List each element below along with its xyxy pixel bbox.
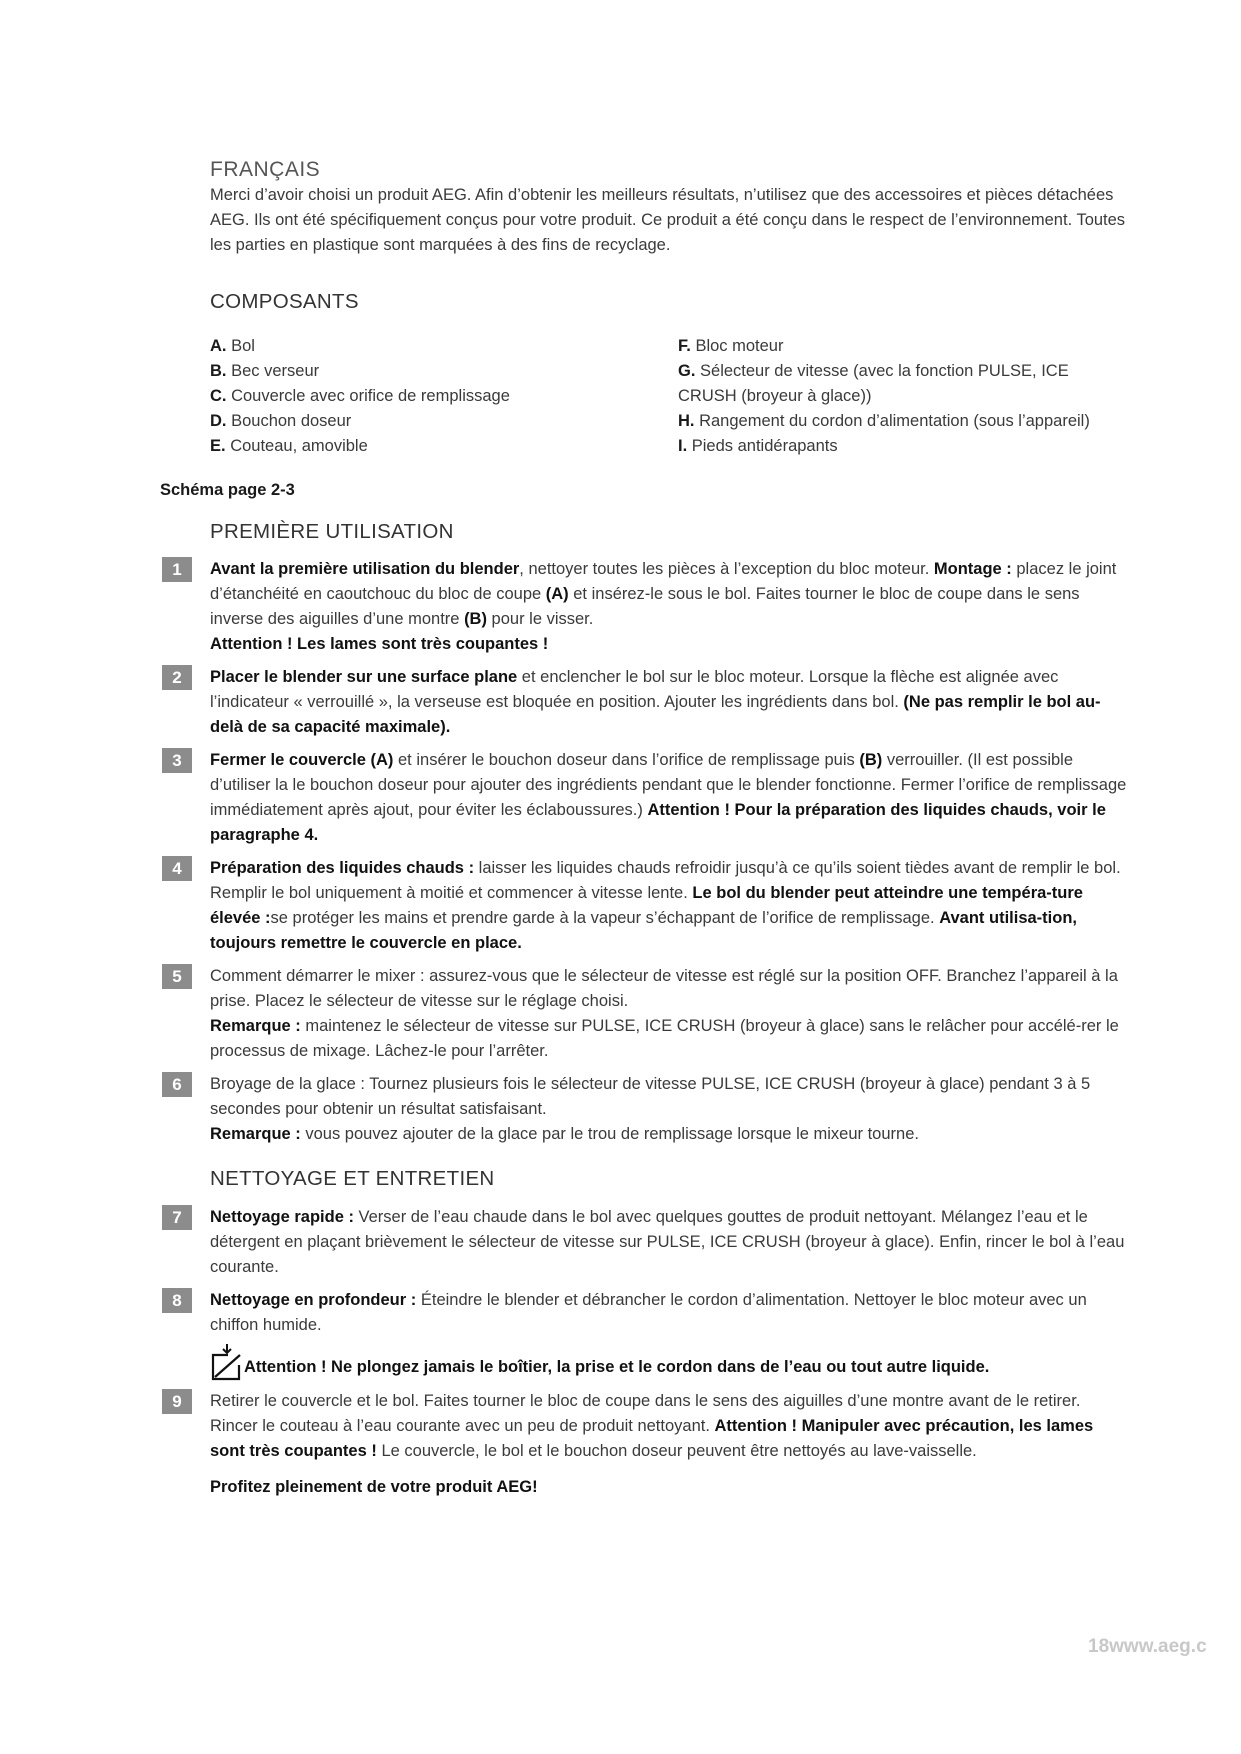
step-run: vous pouvez ajouter de la glace par le trou de remplissage lorsque le mixeur tourne. [300, 1125, 919, 1143]
component-item: E. Couteau, amovible [210, 437, 368, 455]
step-run: et insérer le bouchon doseur dans l’orifice de remplissage puis [393, 751, 860, 769]
step-number-badge: 8 [162, 1288, 192, 1313]
step-run: laisser les liquides chauds refroidir jusqu’à ce qu’ils soient tièdes avant de remplir le bol. Remplir le bol uniquement à moitié et commencer à vitesse lente. [210, 859, 1121, 902]
step-run: , nettoyer toutes les pièces à l’exception du bloc moteur. [519, 560, 934, 578]
step-number-badge: 7 [162, 1205, 192, 1230]
component-item: F. Bloc moteur [678, 337, 784, 355]
step-emphasis: Remarque : [210, 1125, 301, 1143]
step-text [210, 557, 1130, 657]
step-emphasis: Nettoyage en profondeur : [210, 1291, 417, 1309]
components-list-left [210, 334, 510, 459]
step-number-badge: 1 [162, 557, 192, 582]
no-immersion-icon [210, 1343, 244, 1381]
step-emphasis: Montage : [933, 560, 1012, 578]
step-emphasis: (B) [464, 610, 487, 628]
closing-line: Profitez pleinement de votre produit AEG! [210, 1478, 538, 1496]
step-emphasis: Préparation des liquides chauds : [210, 859, 475, 877]
step-number-badge: 6 [162, 1072, 192, 1097]
warning-text: Attention ! Ne plongez jamais le boîtier, la prise et le cordon dans de l’eau ou tout autre liquide. [244, 1358, 990, 1376]
step-emphasis: (Ne pas remplir le bol au-delà de sa capacité maximale). [210, 693, 1101, 736]
step-emphasis: Avant la première utilisation du blender [210, 560, 520, 578]
step-emphasis: Le bol du blender peut atteindre une tempéra-ture élevée : [210, 884, 1083, 927]
step-emphasis: Attention ! Manipuler avec précaution, les lames sont très coupantes ! [210, 1417, 1094, 1460]
intro-paragraph: Merci d’avoir choisi un produit AEG. Afin d’obtenir les meilleurs résultats, n’utilisez que des accessoires et pièces détachées AEG. Ils ont été spécifiquement conçus pour votre produit. Ce produit a été conçu dans le respect de l’environnement. Toutes les parties en plastique sont marquées à des fins de recyclage. [210, 186, 1126, 254]
step-number-badge: 4 [162, 856, 192, 881]
step-number-badge: 2 [162, 665, 192, 690]
step-run: placez le joint d’étanchéité en caoutchouc du bloc de coupe [210, 560, 1117, 603]
language-heading: FRANÇAIS [210, 158, 321, 181]
immersion-warning [210, 1343, 1130, 1381]
components-heading: COMPOSANTS [210, 290, 359, 313]
step-text [210, 964, 1130, 1064]
component-item: G. Sélecteur de vitesse (avec la fonction PULSE, ICE [678, 362, 1069, 380]
step-run: Broyage de la glace : Tournez plusieurs fois le sélecteur de vitesse PULSE, ICE CRUSH (broyeur à glace) pendant 3 à 5 secondes pour obtenir un résultat satisfaisant. [210, 1075, 1091, 1118]
step-run: Le couvercle, le bol et le bouchon doseur peuvent être nettoyés au lave-vaisselle. [376, 1442, 977, 1460]
step-run: et insérez-le sous le bol. Faites tourner le bloc de coupe dans le sens inverse des aiguilles d’une montre [210, 585, 1080, 628]
components-list-right [678, 334, 1138, 459]
cleaning-heading: NETTOYAGE ET ENTRETIEN [210, 1167, 495, 1190]
step-run: Retirer le couvercle et le bol. Faites tourner le bloc de coupe dans le sens des aiguilles d’une montre avant de le retirer. Rincer le couteau à l’eau courante avec un peu de produit nettoyant. [210, 1392, 1081, 1435]
step-number-badge: 3 [162, 748, 192, 773]
first-use-heading: PREMIÈRE UTILISATION [210, 520, 454, 543]
component-item: C. Couvercle avec orifice de remplissage [210, 387, 510, 405]
page-footer: 18www.aeg.c [1088, 1636, 1207, 1657]
step-run: se protéger les mains et prendre garde à la vapeur s’échappant de l’orifice de remplissage. [270, 909, 940, 927]
step-emphasis: Placer le blender sur une surface plane [210, 668, 518, 686]
step-text [210, 856, 1130, 956]
step-emphasis: Fermer le couvercle (A) [210, 751, 394, 769]
step-text [210, 748, 1130, 848]
step-text [210, 1288, 1130, 1338]
step-emphasis: Attention ! Les lames sont très coupantes ! [210, 635, 549, 653]
step-text [210, 665, 1130, 740]
step-emphasis: Remarque : [210, 1017, 301, 1035]
step-run: pour le visser. [486, 610, 594, 628]
schema-reference: Schéma page 2-3 [160, 481, 295, 499]
step-run: maintenez le sélecteur de vitesse sur PULSE, ICE CRUSH (broyeur à glace) sans le relâcher pour accélé-rer le processus de mixage. Lâchez-le pour l’arrêter. [210, 1017, 1119, 1060]
step-run: Éteindre le blender et débrancher le cordon d’alimentation. Nettoyer le bloc moteur avec un chiffon humide. [210, 1291, 1087, 1334]
step-emphasis: (A) [545, 585, 569, 603]
step-run: et enclencher le bol sur le bloc moteur. Lorsque la flèche est alignée avec l’indicateur « verrouillé », la verseuse est bloquée en position. Ajouter les ingrédients dans bol. [210, 668, 1059, 711]
step-text [210, 1389, 1130, 1464]
component-item: D. Bouchon doseur [210, 412, 352, 430]
component-item: I. Pieds antidérapants [678, 437, 838, 455]
component-item: A. Bol [210, 337, 255, 355]
step-text [210, 1205, 1130, 1280]
step-text [210, 1072, 1130, 1147]
step-number-badge: 5 [162, 964, 192, 989]
step-emphasis: Nettoyage rapide : [210, 1208, 354, 1226]
step-run: Verser de l’eau chaude dans le bol avec quelques gouttes de produit nettoyant. Mélangez l’eau et le détergent en plaçant brièvement le sélecteur de vitesse sur PULSE, ICE CRUSH (broyeur à glace). Enfin, rincer le bol à l’eau courante. [210, 1208, 1125, 1276]
step-emphasis: Avant utilisa-tion, toujours remettre le couvercle en place. [210, 909, 1077, 952]
step-number-badge: 9 [162, 1389, 192, 1414]
component-item: B. Bec verseur [210, 362, 320, 380]
component-item-continuation: CRUSH (broyeur à glace)) [678, 387, 872, 405]
step-emphasis: Attention ! Pour la préparation des liquides chauds, voir le paragraphe 4. [210, 801, 1106, 844]
step-run: Comment démarrer le mixer : assurez-vous que le sélecteur de vitesse est réglé sur la position OFF. Branchez l’appareil à la prise. Placez le sélecteur de vitesse sur le réglage choisi. [210, 967, 1118, 1010]
step-emphasis: (B) [859, 751, 883, 769]
component-item: H. Rangement du cordon d’alimentation (sous l’appareil) [678, 412, 1090, 430]
step-run: verrouiller. (Il est possible d’utiliser la le bouchon doseur pour ajouter des ingrédients pendant que le blender fonctionne. Fermer l’orifice de remplissage immédiatement après ajout, pour éviter les éclaboussures.) [210, 751, 1127, 819]
